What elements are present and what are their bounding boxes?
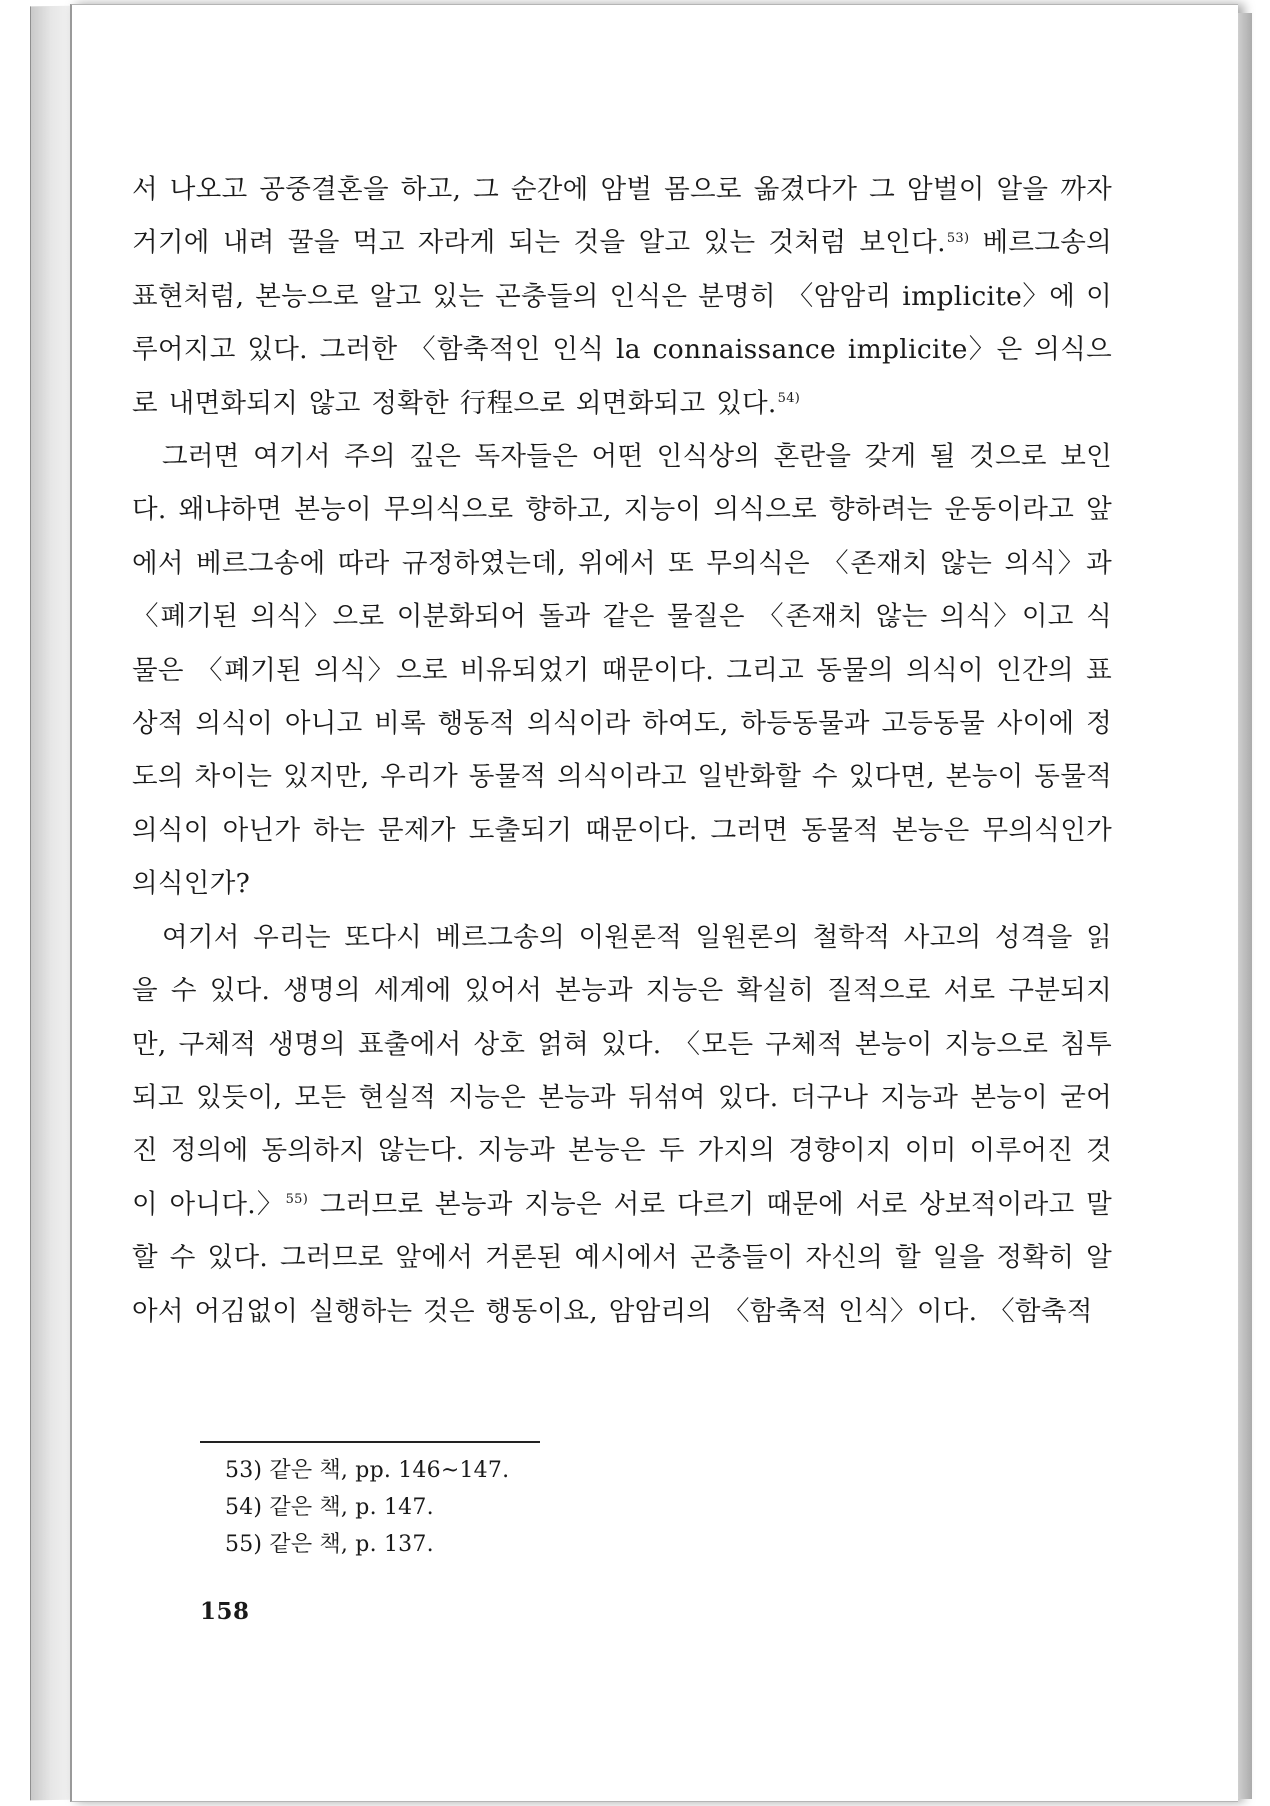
paragraph-2-text: 그러면 여기서 주의 깊은 독자들은 어떤 인식상의 혼란을 갖게 될 것으로 보인다. 왜냐하면 본능이 무의식으로 향하고, 지능이 의식으로 향하려는 운동이라고 앞에서 베르그송에 따라 규정하였는데, 위에서 또 무의식은 〈존재치 않는 의식〉과 〈폐기된 의식〉으로 이분화되어 돌과 같은 물질은 〈존재치 않는 의식〉이고 식물은 〈폐기된 의식〉으로 비유되었기 때문이다. 그리고 동물의 의식이 인간의 표상적 의식이 아니고 비록 행동적 의식이라 하여도, 하등동물과 고등동물 사이에 정도의 차이는 있지만, 우리가 동물적 의식이라고 일반화할 수 있다면, 본능이 동물적 의식이 아닌가 하는 문제가 도출되기 때문이다. 그러면 동물적 본능은 무의식인가 의식인가? bbox=[132, 441, 1112, 900]
paragraph-1-tail: 베르그송의 표현처럼, 본능으로 알고 있는 곤충들의 인식은 분명히 〈암암리 implicite〉에 이루어지고 있다. 그러한 〈함축적인 인식 la connaissance implicite〉은 의식으로 내면화되지 않고 정확한 行程으로 외면화되고 있다. bbox=[132, 227, 1112, 419]
paragraph-2 bbox=[132, 430, 1112, 911]
page-number: 158 bbox=[200, 1598, 250, 1625]
footnote-divider bbox=[200, 1441, 540, 1443]
paragraph-1-text: 서 나오고 공중결혼을 하고, 그 순간에 암벌 몸으로 옮겼다가 그 암벌이 알을 까자 거기에 내려 꿀을 먹고 자라게 되는 것을 알고 있는 것처럼 보인다. bbox=[132, 174, 1112, 259]
paragraph-3-text: 여기서 우리는 또다시 베르그송의 이원론적 일원론의 철학적 사고의 성격을 읽을 수 있다. 생명의 세계에 있어서 본능과 지능은 확실히 질적으로 서로 구분되지만, 구체적 생명의 표출에서 상호 얽혀 있다. 〈모든 구체적 본능이 지능으로 침투되고 있듯이, 모든 현실적 지능은 본능과 뒤섞여 있다. 더구나 지능과 본능이 굳어진 정의에 동의하지 않는다. 지능과 본능은 두 가지의 경향이지 이미 이루어진 것이 아니다.〉 bbox=[132, 921, 1112, 1220]
book-spine bbox=[30, 6, 75, 1801]
paragraph-3 bbox=[132, 911, 1112, 1338]
footnote-ref-54: 54) bbox=[777, 390, 801, 406]
footnote-53: 53) 같은 책, pp. 146~147. bbox=[225, 1458, 510, 1483]
footnotes bbox=[225, 1452, 925, 1563]
body-text bbox=[132, 163, 1112, 1338]
page-edge-shadow bbox=[1238, 13, 1252, 1799]
footnote-ref-55: 55) bbox=[285, 1191, 309, 1207]
paragraph-1 bbox=[132, 163, 1112, 430]
footnote-55: 55) 같은 책, p. 137. bbox=[225, 1532, 434, 1557]
footnote-54: 54) 같은 책, p. 147. bbox=[225, 1495, 434, 1520]
paragraph-3-tail: 그러므로 본능과 지능은 서로 다르기 때문에 서로 상보적이라고 말할 수 있다. 그러므로 앞에서 거론된 예시에서 곤충들이 자신의 할 일을 정확히 알아서 어김없이 실행하는 것은 행동이요, 암암리의 〈함축적 인식〉이다. 〈함축적 bbox=[132, 1188, 1112, 1327]
footnote-ref-53: 53) bbox=[946, 230, 970, 246]
